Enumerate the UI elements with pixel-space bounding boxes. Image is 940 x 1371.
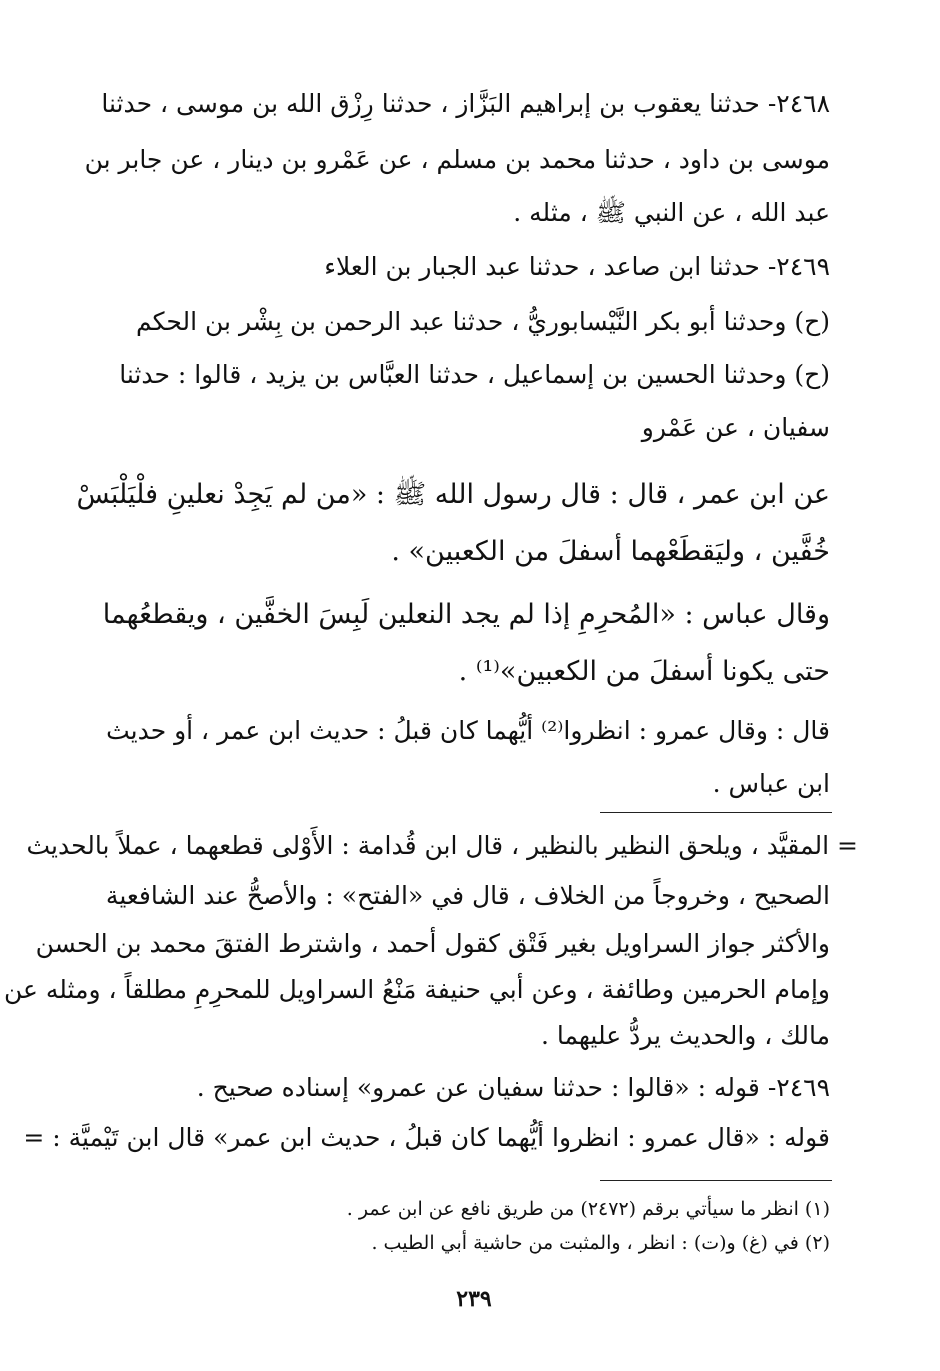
page-number: ٢٣٩ [456,1286,492,1312]
commentary-line-1: = المقيَّد ، ويلحق النظير بالنظير ، قال ابن قُدامة : الأَوْلى قطعهما ، عملاً بالحديث [26,831,858,860]
commentary-line-2: الصحيح ، وخروجاً من الخلاف ، قال في «الفتح» : والأصحُّ عند الشافعية [105,881,830,910]
hadith-2469-line-1: ٢٤٦٩- حدثنا ابن صاعد ، حدثنا عبد الجبار بن العلاء [324,252,830,281]
hadith-2468-line-3: عبد الله ، عن النبي ﷺ ، مثله . [513,198,830,227]
hadith-2469-line-4: سفيان ، عن عَمْرو [641,413,830,442]
abbas-line-1: وقال عباس : «المُحرِمِ إذا لم يجد النعلين لَبِسَ الخفَّين ، ويقطعُهما [102,599,830,630]
matn-line-2: خُفَّين ، وليَقطَعْهما أسفلَ من الكعبين» . [391,536,830,567]
hadith-2468-line-2: موسى بن داود ، حدثنا محمد بن مسلم ، عن عَمْرو بن دينار ، عن جابر بن [84,145,830,174]
hadith-2469-line-2: (ح) وحدثنا أبو بكر النَّيْسابوريُّ ، حدثنا عبد الرحمن بن بِشْر بن الحكم [135,307,830,336]
amr-line-1: قال : وقال عمرو : انظروا⁽²⁾ أيُّهما كان قبلُ : حديث ابن عمر ، أو حديث [106,716,830,745]
commentary-line-5: مالك ، والحديث يردُّ عليهما . [540,1021,830,1050]
commentary-line-7: قوله : «قال عمرو : انظروا أيُّهما كان قبلُ ، حديث ابن عمر» قال ابن تَيْميَّة : = [23,1123,830,1152]
commentary-line-4: وإمام الحرمين وطائفة ، وعن أبي حنيفة مَنْعُ السراويل للمحرِمِ مطلقاً ، ومثله عن [3,975,830,1004]
commentary-separator [600,812,832,813]
hadith-2468-line-1: ٢٤٦٨- حدثنا يعقوب بن إبراهيم البَزَّاز ، حدثنا رِزْق الله بن موسى ، حدثنا [101,89,830,118]
matn-line-1: عن ابن عمر ، قال : قال رسول الله ﷺ : «من لم يَجِدْ نعلينِ فلْيَلْبَسْ [76,479,830,510]
hadith-2469-line-3: (ح) وحدثنا الحسين بن إسماعيل ، حدثنا العبَّاس بن يزيد ، قالوا : حدثنا [119,360,830,389]
footnote-2: (٢) في (غ) و(ت) : انظر ، والمثبت من حاشية أبي الطيب . [371,1232,830,1254]
footnote-separator [600,1180,832,1181]
commentary-line-6: ٢٤٦٩- قوله : «قالوا : حدثنا سفيان عن عمرو» إسناده صحيح . [196,1073,830,1102]
commentary-line-3: والأكثر جواز السراويل بغير فَتْق كقول أحمد ، واشترط الفتقَ محمد بن الحسن [35,929,830,958]
abbas-line-2: حتى يكونا أسفلَ من الكعبين»⁽¹⁾ . [458,656,830,687]
footnote-1: (١) انظر ما سيأتي برقم (٢٤٧٢) من طريق نافع عن ابن عمر . [346,1198,830,1220]
amr-line-2: ابن عباس . [712,769,830,798]
